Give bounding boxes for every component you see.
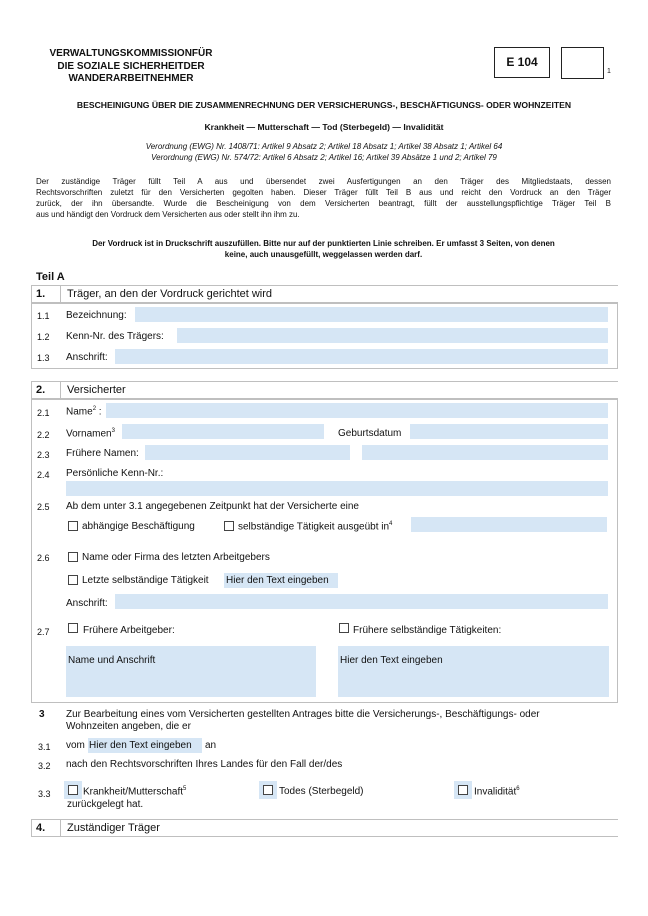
institution-line-3: WANDERARBEITNEHMER xyxy=(68,73,194,84)
row-1-1-number: 1.1 xyxy=(37,311,50,321)
activity-country-field[interactable] xyxy=(411,517,607,532)
sickness-maternity-label-text: Krankheit/Mutterschaft xyxy=(83,786,184,798)
last-employer-label: Name oder Firma des letzten Arbeitgebers xyxy=(82,552,270,563)
name-label xyxy=(66,406,102,417)
last-self-employment-value: Hier den Text eingeben xyxy=(226,575,329,586)
self-employed-checkbox[interactable] xyxy=(224,521,234,531)
invalidity-footnote: 6 xyxy=(516,786,520,792)
from-label: vom xyxy=(66,740,85,751)
sickness-maternity-footnote: 5 xyxy=(183,786,187,792)
last-self-employment-field[interactable] xyxy=(224,573,338,588)
row-2-7-number: 2.7 xyxy=(37,627,50,637)
section-3-text-line-2: Wohnzeiten angeben, die er xyxy=(66,721,191,732)
employer-address-field[interactable] xyxy=(115,594,608,609)
form-subtitle: Krankheit — Mutterschaft — Tod (Sterbegeld) — Invalidität xyxy=(204,122,444,132)
former-self-employment-field[interactable] xyxy=(338,646,609,697)
name-footnote: 2 xyxy=(92,406,97,412)
section-2-title: Versicherter xyxy=(67,384,126,396)
former-names-label: Frühere Namen: xyxy=(66,448,139,459)
intro-line-2: Rechtsvorschriften zuletzt für den Versicherten gegolten haben. Dieser Träger füllt Teil B aus und reicht den Vordruck an den Träger xyxy=(36,188,611,197)
invalidity-label xyxy=(474,786,520,797)
section-4-title: Zuständiger Träger xyxy=(67,822,160,834)
notice-line-1: Der Vordruck ist in Druckschrift auszufüllen. Bitte nur auf der punktierten Linie schreiben. Er umfasst 3 Seiten, von denen xyxy=(92,239,555,248)
section-1-number: 1. xyxy=(36,288,46,300)
section-2-number: 2. xyxy=(36,384,46,396)
first-names-field[interactable] xyxy=(122,424,324,439)
section-3-number: 3 xyxy=(39,709,45,720)
row-2-4-number: 2.4 xyxy=(37,470,50,480)
section-2-header xyxy=(31,381,618,399)
intro-text xyxy=(36,176,611,220)
former-names-field-2[interactable] xyxy=(362,445,608,460)
row-2-6-number: 2.6 xyxy=(37,553,50,563)
footnote-mark: 1 xyxy=(607,68,611,75)
form-code: E 104 xyxy=(506,55,538,69)
notice-line-2: keine, auch unausgefüllt, weggelassen werden darf. xyxy=(224,250,423,259)
form-title: BESCHEINIGUNG ÜBER DIE ZUSAMMENRECHNUNG DER VERSICHERUNGS-, BESCHÄFTIGUNGS- ODER WOHNZEITEN xyxy=(76,100,572,110)
employed-label: abhängige Beschäftigung xyxy=(82,521,195,532)
country-code-box[interactable] xyxy=(561,47,604,79)
self-employed-label-text: selbständige Tätigkeit ausgeübt in xyxy=(238,521,390,533)
section-3-text-line-1: Zur Bearbeitung eines vom Versicherten gestellten Antrages bitte die Versicherungs-, Beschäftigungs- oder xyxy=(66,709,540,720)
former-employers-field[interactable] xyxy=(66,646,316,697)
former-names-field-1[interactable] xyxy=(145,445,350,460)
employer-address-label: Anschrift: xyxy=(66,598,108,609)
section-4-header xyxy=(31,819,618,837)
name-label-text: Name xyxy=(66,406,93,418)
row-2-5-number: 2.5 xyxy=(37,502,50,512)
carrier-address-field[interactable] xyxy=(115,349,608,364)
birth-date-label: Geburtsdatum xyxy=(338,428,402,439)
section-4-number: 4. xyxy=(36,822,46,834)
employed-checkbox[interactable] xyxy=(68,521,78,531)
last-self-employment-label: Letzte selbständige Tätigkeit xyxy=(82,575,209,586)
death-grant-checkbox[interactable] xyxy=(263,785,273,795)
legislation-label: nach den Rechtsvorschriften Ihres Landes für den Fall der/des xyxy=(66,759,343,770)
carrier-name-field[interactable] xyxy=(135,307,608,322)
name-field[interactable] xyxy=(106,403,608,418)
row-1-2-number: 1.2 xyxy=(37,332,50,342)
row-3-3-number: 3.3 xyxy=(38,789,51,799)
death-grant-label: Todes (Sterbegeld) xyxy=(279,786,364,797)
first-names-label-text: Vornamen xyxy=(66,428,112,440)
part-a-heading: Teil A xyxy=(36,271,65,283)
former-employers-label: Frühere Arbeitgeber: xyxy=(83,625,175,636)
birth-date-field[interactable] xyxy=(410,424,608,439)
former-employers-checkbox[interactable] xyxy=(68,623,78,633)
row-2-2-number: 2.2 xyxy=(37,430,50,440)
institution-line-1: VERWALTUNGSKOMMISSIONFÜR xyxy=(49,48,213,59)
row-2-3-number: 2.3 xyxy=(37,450,50,460)
former-self-employment-value: Hier den Text eingeben xyxy=(340,655,443,666)
intro-line-3: zurück, der ihn übersandte. Wurde die Bescheinigung von dem Versicherten beantragt, füllt der ausstellungspflichtige Träger Teil B xyxy=(36,199,611,208)
notice-text xyxy=(36,238,611,260)
first-names-label xyxy=(66,428,115,439)
row-3-2-number: 3.2 xyxy=(38,761,51,771)
intro-line-4: aus und händigt den Vordruck dem Versicherten aus oder stellt ihn ihm zu. xyxy=(36,210,300,219)
section-1-title: Träger, an den der Vordruck gerichtet wird xyxy=(67,288,273,300)
from-date-value: Hier den Text eingeben xyxy=(89,740,192,751)
activity-question: Ab dem unter 3.1 angegebenen Zeitpunkt hat der Versicherte eine xyxy=(66,501,359,512)
carrier-address-label: Anschrift: xyxy=(66,352,108,363)
regulation-2: Verordnung (EWG) Nr. 574/72: Artikel 6 Absatz 2; Artikel 16; Artikel 39 Absätze 1 und 2; Artikel 79 xyxy=(151,153,497,162)
row-2-1-number: 2.1 xyxy=(37,408,50,418)
section-1-header xyxy=(31,285,618,303)
completed-label: zurückgelegt hat. xyxy=(67,799,144,810)
self-employed-footnote: 4 xyxy=(389,521,393,527)
last-employer-checkbox[interactable] xyxy=(68,552,78,562)
former-self-employment-label: Frühere selbständige Tätigkeiten: xyxy=(353,625,502,636)
sickness-maternity-label xyxy=(83,786,186,797)
carrier-name-label: Bezeichnung: xyxy=(66,310,127,321)
regulation-1: Verordnung (EWG) Nr. 1408/71: Artikel 9 Absatz 2; Artikel 18 Absatz 1; Artikel 38 Absatz 1; Artikel 64 xyxy=(145,142,503,151)
institution-line-2: DIE SOZIALE SICHERHEITDER xyxy=(57,60,205,72)
last-self-employment-checkbox[interactable] xyxy=(68,575,78,585)
former-employers-value: Name und Anschrift xyxy=(68,655,156,666)
from-date-field[interactable] xyxy=(88,738,202,753)
row-3-1-number: 3.1 xyxy=(38,742,51,752)
first-names-footnote: 3 xyxy=(111,428,115,434)
personal-id-label: Persönliche Kenn-Nr.: xyxy=(66,468,164,479)
carrier-id-label: Kenn-Nr. des Trägers: xyxy=(66,331,164,342)
from-suffix: an xyxy=(205,740,217,751)
row-1-3-number: 1.3 xyxy=(37,353,50,363)
section-3-text xyxy=(66,709,611,733)
self-employed-label xyxy=(238,521,392,532)
invalidity-label-text: Invalidität xyxy=(474,786,517,798)
institution-name xyxy=(40,48,222,86)
sickness-maternity-checkbox[interactable] xyxy=(68,785,78,795)
name-colon: : xyxy=(96,406,102,418)
former-self-employment-checkbox[interactable] xyxy=(339,623,349,633)
intro-line-1: Der zuständige Träger füllt Teil A aus und übersendet zwei Ausfertigungen an den Träger des Mitgliedstaats, dessen xyxy=(36,177,611,186)
personal-id-field[interactable] xyxy=(66,481,608,496)
carrier-id-field[interactable] xyxy=(177,328,608,343)
form-code-box xyxy=(494,47,550,78)
invalidity-checkbox[interactable] xyxy=(458,785,468,795)
